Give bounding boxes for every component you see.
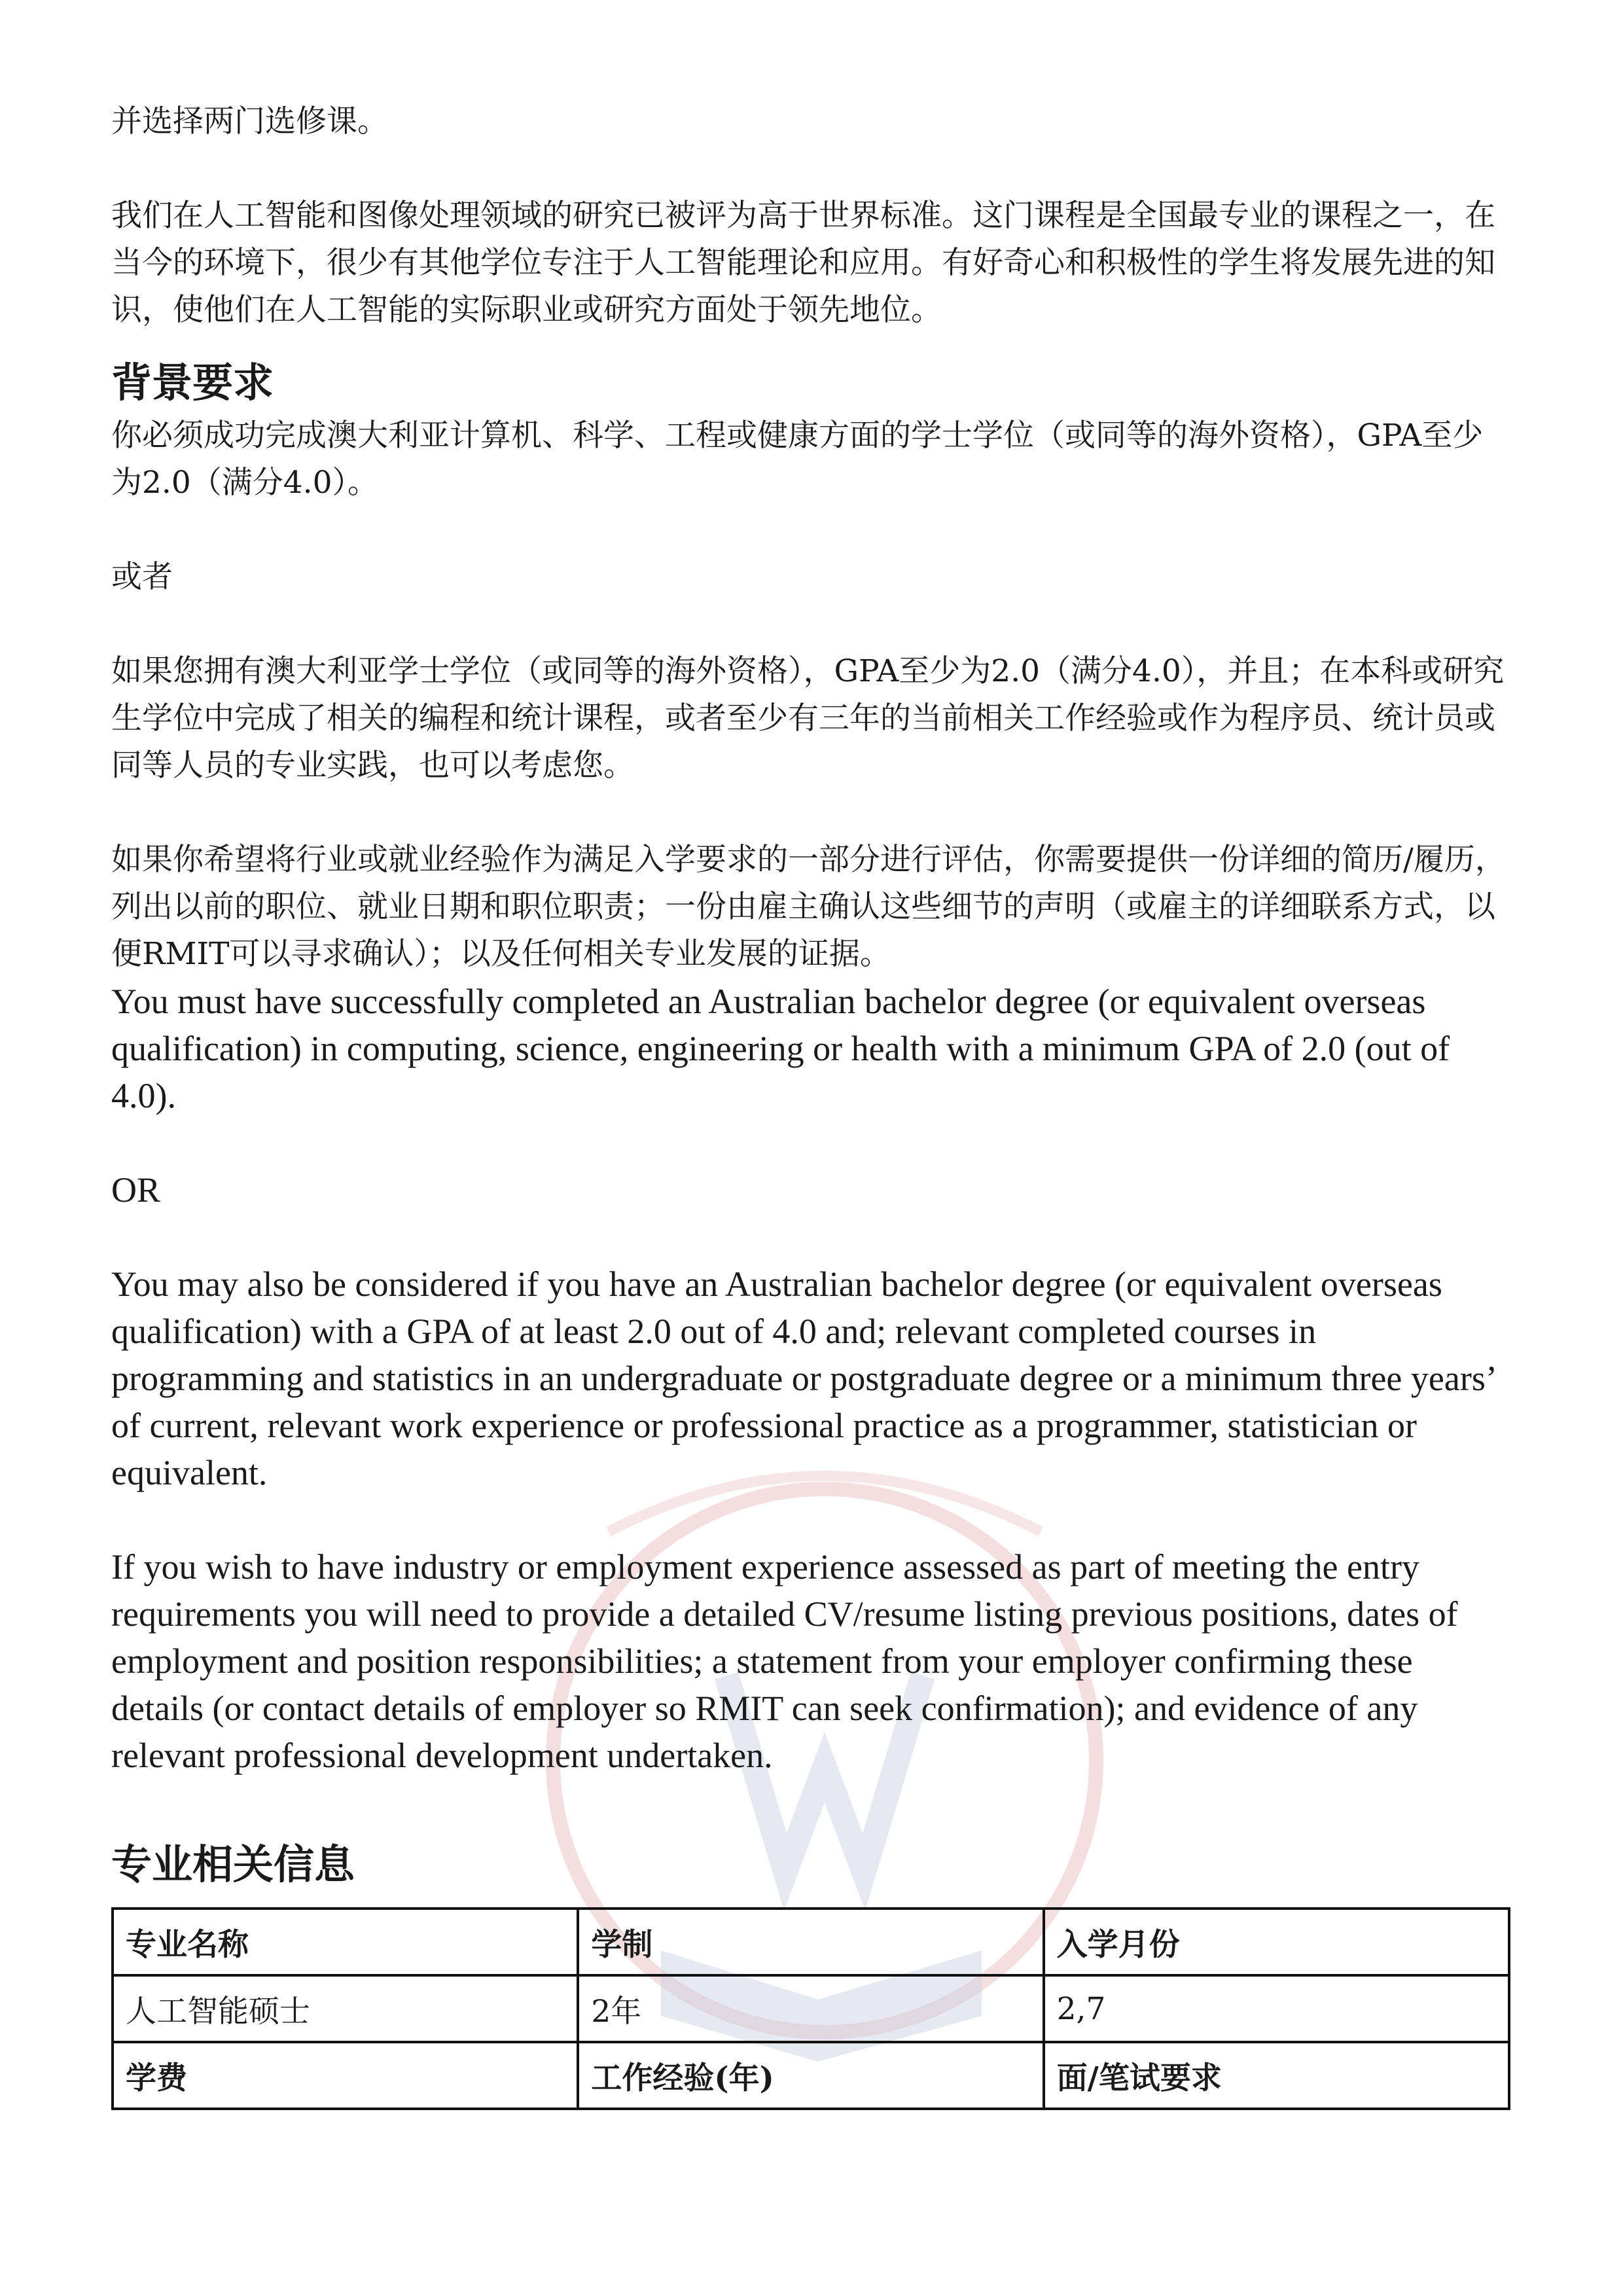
program-info-table: [111, 1907, 1510, 2110]
intro-line: 并选择两门选修课。: [111, 103, 388, 139]
requirement-en-2: You may also be considered if you have an Australian bachelor degree (or equivalent overseas qualification) with a GPA of at least 2.0 out of 4.0 and; relevant completed courses in programming and statistics in an undergraduate or postgraduate degree or a minimum three years’ of current, relevant work experience or professional practice as a programmer, statistician or equivalent.: [111, 1265, 1495, 1492]
requirement-zh-or: 或者: [111, 559, 173, 595]
requirement-zh-3: 如果你希望将行业或就业经验作为满足入学要求的一部分进行评估，你需要提供一份详细的简历/履历，列出以前的职位、就业日期和职位职责；一份由雇主确认这些细节的声明（或雇主的详细联系方式，以便RMIT可以寻求确认）；以及任何相关专业发展的证据。: [111, 842, 1506, 972]
cell-duration: 2年: [578, 1975, 1043, 2042]
requirement-en-1: You must have successfully completed an Australian bachelor degree (or equivalent overseas qualification) in computing, science, engineering or health with a minimum GPA of 2.0 (out of 4.0).: [111, 982, 1450, 1115]
header-work-experience: 工作经验(年): [578, 2042, 1043, 2109]
header-duration: 学制: [578, 1909, 1043, 1975]
header-tuition: 学费: [113, 2042, 578, 2109]
cell-program-name: 人工智能硕士: [113, 1975, 578, 2042]
intro-paragraph: 我们在人工智能和图像处理领域的研究已被评为高于世界标准。这门课程是全国最专业的课程之一，在当今的环境下，很少有其他学位专注于人工智能理论和应用。有好奇心和积极性的学生将发展先进的知识，使他们在人工智能的实际职业或研究方面处于领先地位。: [111, 198, 1495, 328]
requirement-en-or: OR: [111, 1170, 161, 1210]
table-row: [113, 1909, 1509, 1975]
cell-intake-months: 2,7: [1044, 1975, 1509, 2042]
table-row: [113, 2042, 1509, 2109]
requirement-en-3: If you wish to have industry or employment experience assessed as part of meeting the entry requirements you will need to provide a detailed CV/resume listing previous positions, dates of employment and position responsibilities; a statement from your employer confirming these details (or contact details of employer so RMIT can seek confirmation); and evidence of any relevant professional development undertaken.: [111, 1547, 1458, 1775]
header-interview-test: 面/笔试要求: [1044, 2042, 1509, 2109]
header-intake-months: 入学月份: [1044, 1909, 1509, 1975]
header-program-name: 专业名称: [113, 1909, 578, 1975]
requirement-zh-2: 如果您拥有澳大利亚学士学位（或同等的海外资格），GPA至少为2.0（满分4.0），并且；在本科或研究生学位中完成了相关的编程和统计课程，或者至少有三年的当前相关工作经验或作为程序员、统计员或同等人员的专业实践，也可以考虑您。: [111, 653, 1505, 783]
requirement-zh-1: 你必须成功完成澳大利亚计算机、科学、工程或健康方面的学士学位（或同等的海外资格），GPA至少为2.0（满分4.0）。: [111, 418, 1484, 501]
table-row: [113, 1975, 1509, 2042]
background-heading: 背景要求: [111, 359, 274, 406]
program-info-heading: 专业相关信息: [111, 1840, 355, 1888]
